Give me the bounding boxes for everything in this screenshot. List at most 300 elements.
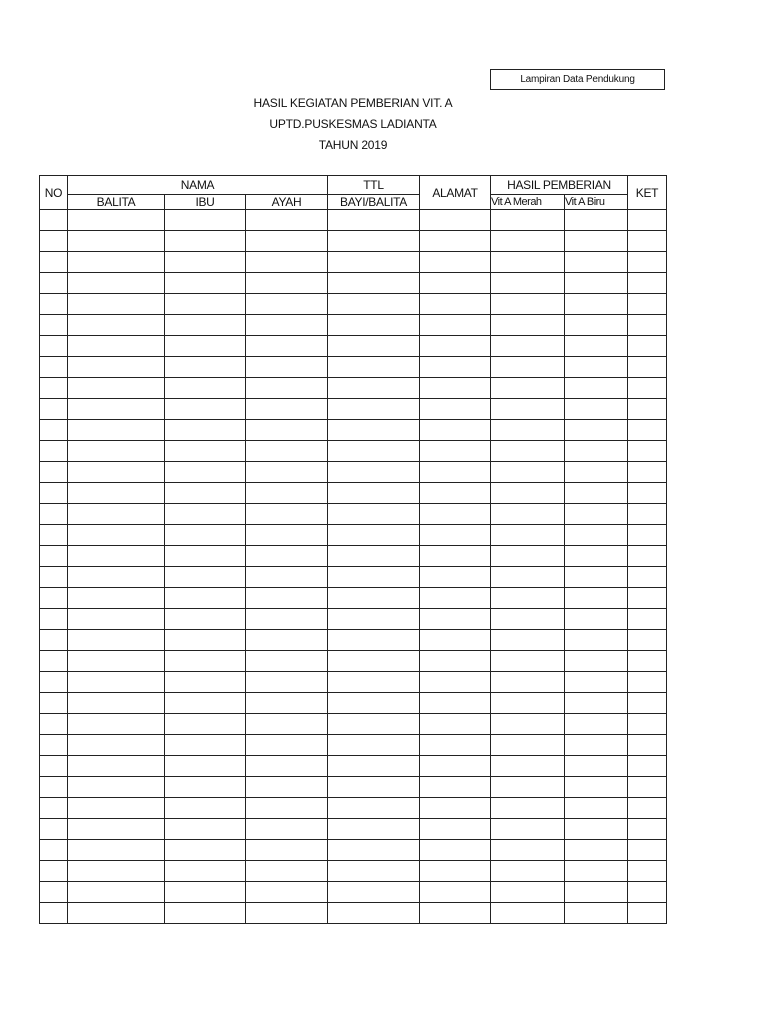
table-cell: [565, 525, 628, 546]
table-cell: [420, 714, 491, 735]
table-cell: [420, 798, 491, 819]
table-row: [40, 252, 667, 273]
table-row: [40, 735, 667, 756]
table-cell: [328, 420, 420, 441]
table-cell: [328, 336, 420, 357]
table-cell: [40, 399, 68, 420]
table-cell: [420, 735, 491, 756]
table-cell: [328, 630, 420, 651]
table-cell: [165, 294, 246, 315]
table-cell: [328, 231, 420, 252]
table-cell: [565, 609, 628, 630]
table-cell: [491, 588, 565, 609]
table-cell: [628, 609, 667, 630]
table-cell: [246, 735, 328, 756]
table-cell: [420, 210, 491, 231]
table-cell: [565, 336, 628, 357]
table-row: [40, 504, 667, 525]
table-row: [40, 882, 667, 903]
header-no: NO: [40, 176, 68, 210]
table-cell: [68, 546, 165, 567]
table-cell: [246, 756, 328, 777]
table-cell: [328, 882, 420, 903]
table-cell: [491, 735, 565, 756]
table-cell: [68, 525, 165, 546]
table-cell: [565, 483, 628, 504]
table-cell: [628, 273, 667, 294]
table-cell: [246, 399, 328, 420]
table-cell: [40, 336, 68, 357]
table-cell: [565, 210, 628, 231]
table-cell: [165, 840, 246, 861]
table-cell: [68, 378, 165, 399]
table-cell: [328, 861, 420, 882]
table-cell: [565, 504, 628, 525]
table-cell: [40, 525, 68, 546]
table-cell: [491, 420, 565, 441]
table-row: [40, 483, 667, 504]
table-cell: [165, 546, 246, 567]
table-cell: [328, 252, 420, 273]
table-cell: [328, 651, 420, 672]
table-cell: [246, 693, 328, 714]
table-row: [40, 378, 667, 399]
table-cell: [565, 567, 628, 588]
table-cell: [68, 294, 165, 315]
table-cell: [491, 462, 565, 483]
table-cell: [491, 294, 565, 315]
table-cell: [328, 819, 420, 840]
table-cell: [628, 441, 667, 462]
table-cell: [40, 294, 68, 315]
table-cell: [328, 588, 420, 609]
table-cell: [420, 903, 491, 924]
table-cell: [40, 588, 68, 609]
table-cell: [420, 315, 491, 336]
table-cell: [328, 357, 420, 378]
table-cell: [40, 504, 68, 525]
table-cell: [328, 294, 420, 315]
table-cell: [68, 462, 165, 483]
table-cell: [246, 210, 328, 231]
table-cell: [628, 294, 667, 315]
table-cell: [40, 882, 68, 903]
header-ket: KET: [628, 176, 667, 210]
table-cell: [165, 819, 246, 840]
table-cell: [40, 231, 68, 252]
table-cell: [246, 273, 328, 294]
table-cell: [246, 504, 328, 525]
table-cell: [40, 441, 68, 462]
table-cell: [40, 903, 68, 924]
table-cell: [565, 399, 628, 420]
table-cell: [328, 756, 420, 777]
table-cell: [165, 714, 246, 735]
header-nama: NAMA: [68, 176, 328, 195]
table-cell: [68, 840, 165, 861]
table-cell: [68, 882, 165, 903]
table-cell: [565, 903, 628, 924]
table-cell: [628, 693, 667, 714]
table-cell: [68, 756, 165, 777]
table-cell: [491, 819, 565, 840]
table-cell: [420, 504, 491, 525]
header-vit-a-merah: Vit A Merah: [491, 195, 565, 210]
table-cell: [328, 315, 420, 336]
table-cell: [420, 399, 491, 420]
table-cell: [420, 273, 491, 294]
table-cell: [328, 714, 420, 735]
table-cell: [328, 399, 420, 420]
table-cell: [165, 882, 246, 903]
table-cell: [420, 567, 491, 588]
table-cell: [565, 693, 628, 714]
table-cell: [420, 546, 491, 567]
table-cell: [628, 231, 667, 252]
table-cell: [420, 294, 491, 315]
table-cell: [165, 672, 246, 693]
table-cell: [628, 420, 667, 441]
table-cell: [420, 252, 491, 273]
header-row-bottom: [40, 195, 667, 210]
table-cell: [628, 714, 667, 735]
table-cell: [328, 441, 420, 462]
table-cell: [491, 903, 565, 924]
table-cell: [491, 315, 565, 336]
table-row: [40, 357, 667, 378]
header-balita: BALITA: [68, 195, 165, 210]
table-cell: [628, 588, 667, 609]
table-cell: [68, 630, 165, 651]
table-row: [40, 525, 667, 546]
table-cell: [420, 651, 491, 672]
table-cell: [246, 315, 328, 336]
header-vit-a-biru: Vit A Biru: [565, 195, 628, 210]
table-cell: [68, 399, 165, 420]
table-cell: [328, 777, 420, 798]
table-cell: [565, 378, 628, 399]
table-cell: [420, 483, 491, 504]
table-cell: [565, 462, 628, 483]
table-cell: [565, 714, 628, 735]
table-cell: [165, 462, 246, 483]
table-cell: [328, 546, 420, 567]
table-cell: [565, 861, 628, 882]
table-cell: [420, 693, 491, 714]
table-cell: [565, 588, 628, 609]
table-cell: [165, 336, 246, 357]
table-cell: [165, 777, 246, 798]
table-cell: [628, 651, 667, 672]
table-cell: [328, 210, 420, 231]
table-cell: [628, 378, 667, 399]
table-cell: [40, 630, 68, 651]
header-hasil-pemberian: HASIL PEMBERIAN: [491, 176, 628, 195]
table-cell: [420, 630, 491, 651]
table-row: [40, 210, 667, 231]
table-cell: [246, 420, 328, 441]
table-row: [40, 420, 667, 441]
header-ayah: AYAH: [246, 195, 328, 210]
table-cell: [68, 798, 165, 819]
table-cell: [565, 672, 628, 693]
table-cell: [491, 861, 565, 882]
table-cell: [68, 567, 165, 588]
table-cell: [491, 693, 565, 714]
table-cell: [246, 441, 328, 462]
table-cell: [165, 903, 246, 924]
table-cell: [68, 336, 165, 357]
table-cell: [565, 252, 628, 273]
table-cell: [40, 693, 68, 714]
table-cell: [491, 525, 565, 546]
table-cell: [165, 441, 246, 462]
table-cell: [165, 252, 246, 273]
table-cell: [68, 903, 165, 924]
table-row: [40, 231, 667, 252]
table-cell: [40, 483, 68, 504]
table-cell: [165, 609, 246, 630]
table-cell: [246, 861, 328, 882]
table-cell: [491, 798, 565, 819]
table-cell: [40, 609, 68, 630]
table-cell: [328, 504, 420, 525]
table-cell: [68, 231, 165, 252]
table-cell: [420, 609, 491, 630]
table-cell: [328, 567, 420, 588]
table-cell: [68, 693, 165, 714]
table-cell: [40, 420, 68, 441]
table-cell: [328, 462, 420, 483]
table-cell: [246, 672, 328, 693]
table-cell: [246, 903, 328, 924]
table-cell: [328, 273, 420, 294]
table-row: [40, 672, 667, 693]
table-cell: [165, 798, 246, 819]
table-cell: [491, 672, 565, 693]
table-cell: [68, 672, 165, 693]
table-cell: [40, 735, 68, 756]
table-cell: [491, 546, 565, 567]
table-cell: [628, 903, 667, 924]
table-cell: [491, 231, 565, 252]
table-cell: [246, 882, 328, 903]
table-cell: [165, 651, 246, 672]
table-cell: [491, 756, 565, 777]
table-cell: [68, 609, 165, 630]
header-row-top: [40, 176, 667, 195]
table-cell: [628, 525, 667, 546]
table-cell: [40, 357, 68, 378]
table-cell: [165, 315, 246, 336]
table-cell: [246, 378, 328, 399]
table-cell: [628, 630, 667, 651]
table-cell: [420, 441, 491, 462]
attachment-label: Lampiran Data Pendukung: [520, 74, 635, 85]
table-cell: [565, 315, 628, 336]
table-row: [40, 462, 667, 483]
table-cell: [68, 315, 165, 336]
table-cell: [628, 336, 667, 357]
table-cell: [420, 231, 491, 252]
table-cell: [328, 840, 420, 861]
table-row: [40, 756, 667, 777]
table-cell: [491, 399, 565, 420]
table-cell: [420, 672, 491, 693]
table-cell: [328, 483, 420, 504]
table-cell: [491, 840, 565, 861]
table-cell: [628, 252, 667, 273]
table-cell: [68, 735, 165, 756]
table-cell: [165, 693, 246, 714]
table-cell: [491, 630, 565, 651]
table-cell: [165, 525, 246, 546]
table-cell: [40, 651, 68, 672]
table-cell: [491, 357, 565, 378]
table-cell: [246, 294, 328, 315]
table-cell: [165, 735, 246, 756]
document-subtitle-year: TAHUN 2019: [318, 138, 388, 152]
table-cell: [420, 756, 491, 777]
table-cell: [246, 798, 328, 819]
table-cell: [328, 378, 420, 399]
table-cell: [565, 819, 628, 840]
table-row: [40, 714, 667, 735]
table-cell: [165, 231, 246, 252]
table-cell: [40, 315, 68, 336]
table-cell: [491, 378, 565, 399]
table-row: [40, 588, 667, 609]
table-cell: [165, 504, 246, 525]
table-cell: [165, 630, 246, 651]
table-cell: [68, 357, 165, 378]
table-cell: [491, 252, 565, 273]
table-cell: [628, 840, 667, 861]
table-cell: [165, 273, 246, 294]
table-cell: [246, 483, 328, 504]
table-cell: [40, 756, 68, 777]
attachment-label-box: [490, 69, 665, 90]
table-cell: [246, 567, 328, 588]
table-cell: [68, 861, 165, 882]
table-cell: [628, 798, 667, 819]
table-cell: [628, 567, 667, 588]
table-row: [40, 567, 667, 588]
table-cell: [628, 210, 667, 231]
table-cell: [628, 399, 667, 420]
table-row: [40, 630, 667, 651]
table-cell: [246, 819, 328, 840]
table-cell: [40, 840, 68, 861]
table-cell: [40, 378, 68, 399]
table-cell: [565, 357, 628, 378]
table-cell: [68, 651, 165, 672]
table-cell: [565, 546, 628, 567]
table-cell: [68, 504, 165, 525]
table-row: [40, 441, 667, 462]
table-cell: [491, 882, 565, 903]
table-cell: [628, 504, 667, 525]
table-cell: [165, 483, 246, 504]
table-cell: [40, 672, 68, 693]
table-cell: [246, 462, 328, 483]
table-cell: [328, 693, 420, 714]
table-cell: [68, 483, 165, 504]
table-cell: [491, 609, 565, 630]
table-cell: [328, 609, 420, 630]
table-cell: [246, 336, 328, 357]
table-cell: [628, 777, 667, 798]
table-row: [40, 315, 667, 336]
table-cell: [40, 546, 68, 567]
table-cell: [628, 483, 667, 504]
table-cell: [246, 714, 328, 735]
table-cell: [491, 777, 565, 798]
table-cell: [565, 882, 628, 903]
table-cell: [491, 714, 565, 735]
table-cell: [420, 378, 491, 399]
table-cell: [68, 588, 165, 609]
table-cell: [246, 357, 328, 378]
table-cell: [40, 210, 68, 231]
table-cell: [68, 210, 165, 231]
table-cell: [420, 462, 491, 483]
table-cell: [628, 861, 667, 882]
table-cell: [491, 273, 565, 294]
table-cell: [628, 546, 667, 567]
table-cell: [68, 714, 165, 735]
table-cell: [491, 210, 565, 231]
header-ibu: IBU: [165, 195, 246, 210]
table-row: [40, 294, 667, 315]
table-cell: [246, 609, 328, 630]
table-cell: [165, 378, 246, 399]
table-cell: [420, 819, 491, 840]
table-cell: [246, 588, 328, 609]
table-cell: [246, 777, 328, 798]
table-row: [40, 273, 667, 294]
table-cell: [68, 777, 165, 798]
table-row: [40, 903, 667, 924]
table-cell: [165, 861, 246, 882]
table-cell: [165, 567, 246, 588]
table-cell: [565, 840, 628, 861]
table-row: [40, 798, 667, 819]
table-row: [40, 651, 667, 672]
table-cell: [40, 819, 68, 840]
table-cell: [628, 819, 667, 840]
table-cell: [565, 651, 628, 672]
table-row: [40, 693, 667, 714]
table-cell: [40, 714, 68, 735]
table-cell: [40, 777, 68, 798]
table-cell: [491, 441, 565, 462]
table-cell: [68, 252, 165, 273]
table-cell: [40, 462, 68, 483]
table-cell: [165, 756, 246, 777]
table-cell: [246, 630, 328, 651]
table-cell: [628, 882, 667, 903]
table-cell: [628, 462, 667, 483]
table-row: [40, 546, 667, 567]
table-cell: [246, 525, 328, 546]
table-cell: [420, 336, 491, 357]
table-cell: [565, 231, 628, 252]
table-cell: [565, 441, 628, 462]
table-cell: [40, 861, 68, 882]
table-cell: [565, 798, 628, 819]
table-cell: [491, 651, 565, 672]
